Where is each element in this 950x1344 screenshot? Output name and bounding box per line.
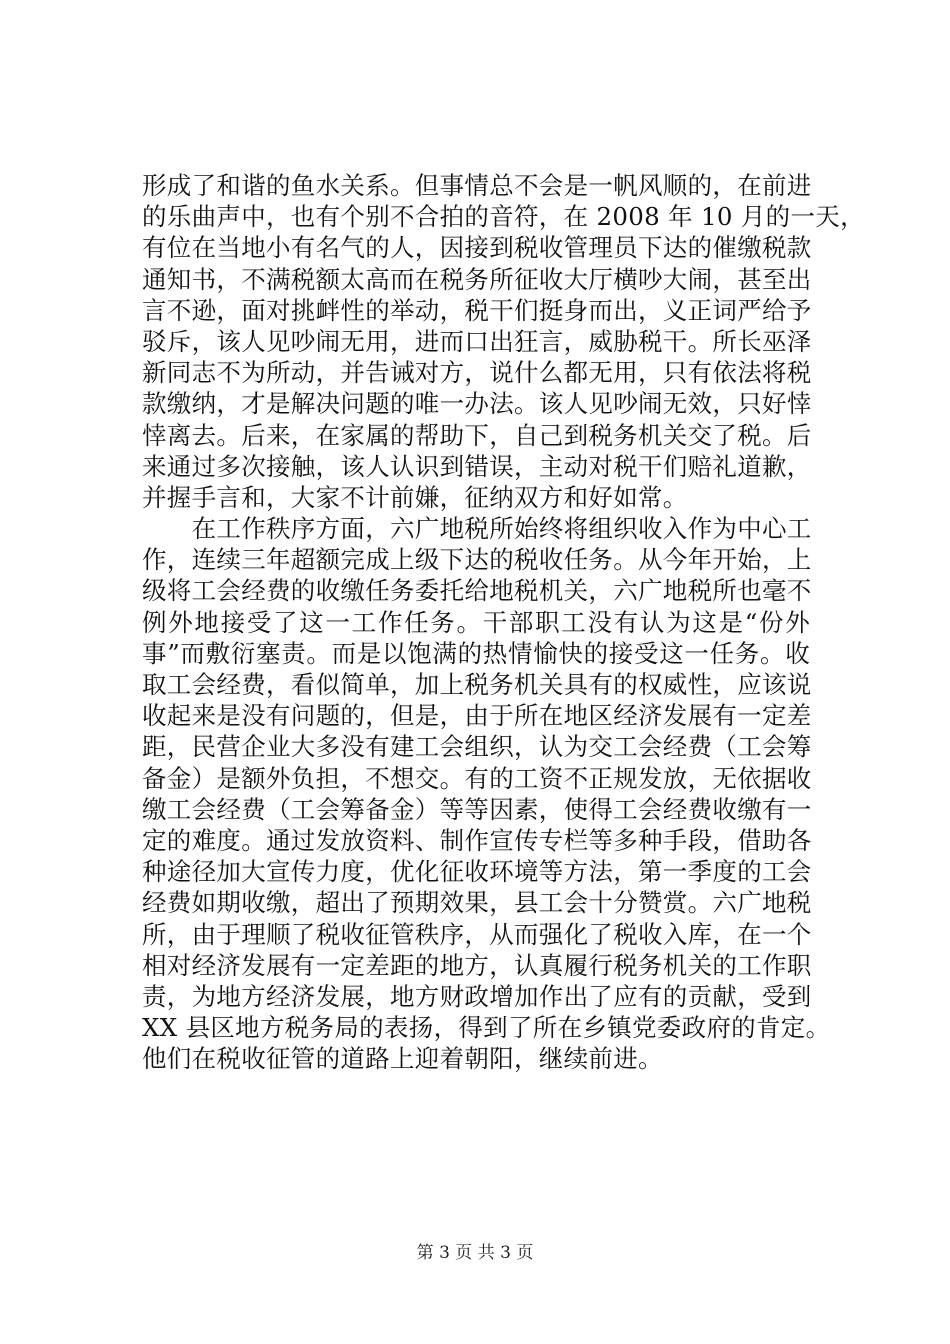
text-line: 所，由于理顺了税收征管秩序，从而强化了税收入库，在一个 (142, 919, 812, 949)
text-line: 相对经济发展有一定差距的地方，认真履行税务机关的工作职 (142, 950, 812, 980)
text-line: 收起来是没有问题的，但是，由于所在地区经济发展有一定差 (142, 701, 812, 731)
text-line: 通知书，不满税额太高而在税务所征收大厅横吵大闹，甚至出 (142, 264, 812, 294)
text-line: 在工作秩序方面，六广地税所始终将组织收入作为中心工 (142, 514, 812, 544)
text-line: 并握手言和，大家不计前嫌，征纳双方和好如常。 (142, 482, 688, 512)
text-line: 种途径加大宣传力度，优化征收环境等方法，第一季度的工会 (142, 857, 812, 887)
text-line: 言不逊，面对挑衅性的举动，税干们挺身而出，义正词严给予 (142, 295, 812, 325)
text-line: XX 县区地方税务局的表扬，得到了所在乡镇党委政府的肯定。 (142, 1013, 831, 1043)
page-footer: 第 3 页 共 3 页 (416, 1243, 534, 1263)
text-line: 来通过多次接触，该人认识到错误，主动对税干们赔礼道歉， (142, 451, 812, 481)
text-line: 有位在当地小有名气的人，因接到税收管理员下达的催缴税款 (142, 233, 812, 263)
text-line: 定的难度。通过发放资料、制作宣传专栏等多种手段，借助各 (142, 825, 812, 855)
text-line: 距，民营企业大多没有建工会组织，认为交工会经费（工会筹 (142, 732, 812, 762)
text-line: 作，连续三年超额完成上级下达的税收任务。从今年开始，上 (142, 545, 812, 575)
text-line: 的乐曲声中，也有个别不合拍的音符，在 2008 年 10 月的一天， (142, 202, 865, 232)
text-line: 悻离去。后来，在家属的帮助下，自己到税务机关交了税。后 (142, 420, 812, 450)
text-line: 备金）是额外负担，不想交。有的工资不正规发放，无依据收 (142, 763, 812, 793)
text-line: 例外地接受了这一工作任务。干部职工没有认为这是“份外 (142, 607, 810, 637)
text-line: 事”而敷衍塞责。而是以饱满的热情愉快的接受这一任务。收 (142, 638, 810, 668)
text-line: 他们在税收征管的道路上迎着朝阳，继续前进。 (142, 1044, 663, 1074)
text-line: 驳斥，该人见吵闹无用，进而口出狂言，威胁税干。所长巫泽 (142, 326, 812, 356)
document-body (142, 170, 865, 1074)
text-line: 经费如期收缴，超出了预期效果，县工会十分赞赏。六广地税 (142, 888, 812, 918)
text-line: 缴工会经费（工会筹备金）等等因素，使得工会经费收缴有一 (142, 794, 812, 824)
text-line: 责，为地方经济发展，地方财政增加作出了应有的贡献，受到 (142, 981, 812, 1011)
text-line: 取工会经费，看似简单，加上税务机关具有的权威性，应该说 (142, 670, 812, 699)
text-line: 级将工会经费的收缴任务委托给地税机关，六广地税所也毫不 (142, 576, 812, 606)
text-line: 款缴纳，才是解决问题的唯一办法。该人见吵闹无效，只好悻 (142, 389, 812, 419)
text-line: 新同志不为所动，并告诫对方，说什么都无用，只有依法将税 (142, 358, 812, 388)
text-line: 形成了和谐的鱼水关系。但事情总不会是一帆风顺的，在前进 (142, 171, 812, 200)
